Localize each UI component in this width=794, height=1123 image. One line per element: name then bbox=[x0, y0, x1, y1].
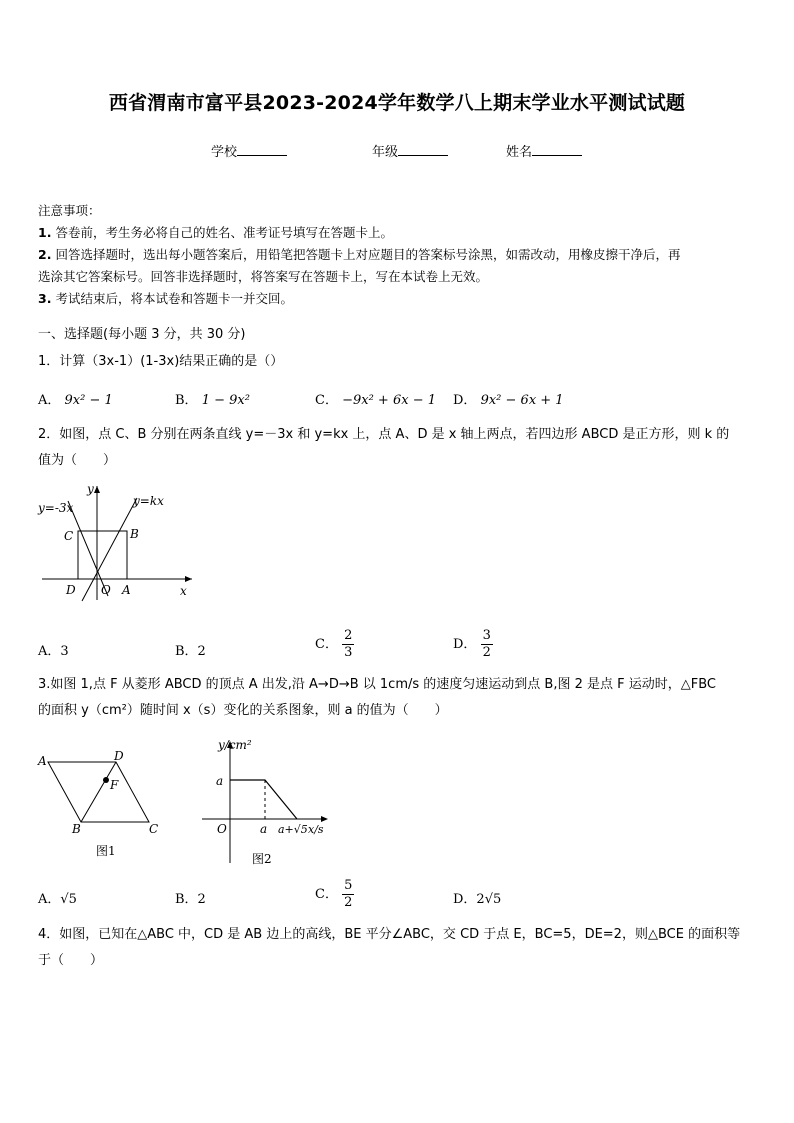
q1-stem: 1．计算（3x-1）(1-3x)结果正确的是（） bbox=[38, 354, 284, 369]
page-title: 西省渭南市富平县2023-2024学年数学八上期末学业水平测试试题 bbox=[108, 92, 686, 114]
q3-option-c: C． $\frac{5}{2}$ bbox=[315, 878, 353, 910]
q2-option-a: A．3 bbox=[38, 644, 69, 659]
label-o: O bbox=[101, 583, 111, 597]
q3-stem: 3.如图 1,点 F 从菱形 ABCD 的顶点 A 出发,沿 A→D→B 以 1cm/s 的速度匀速运动到点 B,图 2 是点 F 运动时，△FBC 的面积 y（cm²）随时间 x（s）变化的关系图象，则 a 的值为（ ） bbox=[38, 677, 716, 718]
q1-option-a: A． 9x² − 1 bbox=[38, 393, 113, 408]
fig1-label-c: C bbox=[149, 822, 159, 836]
fig2-label-a-plus-root5: a+√5 bbox=[278, 823, 308, 836]
name-label: 姓名 bbox=[506, 145, 533, 160]
note-item-3: 3. 考试结束后，将本试卷和答题卡一并交回。 bbox=[38, 291, 293, 306]
label-b: B bbox=[130, 527, 139, 541]
fig2-label-a-x: a bbox=[260, 822, 268, 836]
q2-figure bbox=[30, 478, 210, 603]
label-d: D bbox=[66, 583, 76, 597]
fig1-label-d: D bbox=[114, 749, 124, 763]
name-field bbox=[506, 141, 582, 160]
fig2-label-a-y: a bbox=[216, 774, 224, 788]
label-y-neg3x: y=-3x bbox=[38, 501, 74, 515]
name-blank bbox=[532, 143, 582, 156]
q1-option-b: B． 1 − 9x² bbox=[175, 393, 250, 408]
q2-option-d: D． $\frac{3}{2}$ bbox=[453, 628, 491, 660]
q1-option-d: D． 9x² − 6x + 1 bbox=[453, 393, 564, 408]
q3-figure-2 bbox=[196, 735, 346, 870]
label-y-kx: y=kx bbox=[133, 494, 164, 508]
notes-heading: 注意事项： bbox=[38, 203, 101, 218]
label-c: C bbox=[64, 529, 74, 543]
fig2-caption: 图2 bbox=[252, 852, 272, 866]
label-x-axis: x bbox=[180, 584, 187, 598]
school-label: 学校 bbox=[211, 145, 238, 160]
fig2-label-y-axis: y/cm² bbox=[218, 738, 252, 752]
q2-stem: 2．如图，点 C、B 分别在两条直线 y=－3x 和 y=kx 上，点 A、D 是 x 轴上两点，若四边形 ABCD 是正方形，则 k 的 值为（ ） bbox=[38, 427, 730, 468]
q2-option-b: B．2 bbox=[175, 644, 206, 659]
q1-option-c: C． −9x² + 6x − 1 bbox=[315, 393, 436, 408]
q3-option-d: D．2√5 bbox=[453, 892, 502, 907]
q4-stem: 4．如图，已知在△ABC 中，CD 是 AB 边上的高线，BE 平分∠ABC，交 CD 于点 E，BC=5，DE=2，则△BCE 的面积等 于（ ） bbox=[38, 927, 741, 968]
grade-blank bbox=[398, 143, 448, 156]
label-a: A bbox=[122, 583, 131, 597]
label-y-axis: y bbox=[87, 482, 94, 496]
q3-option-b: B．2 bbox=[175, 892, 206, 907]
note-item-2: 2. 回答选择题时，选出每小题答案后，用铅笔把答题卡上对应题目的答案标号涂黑，如需改动，用橡皮擦干净后，再 bbox=[38, 247, 681, 262]
note-item-1: 1. 答卷前，考生务必将自己的姓名、准考证号填写在答题卡上。 bbox=[38, 225, 393, 240]
grade-label: 年级 bbox=[372, 145, 399, 160]
fig2-label-x-axis: x/s bbox=[308, 823, 324, 836]
note-item-2-cont: 选涂其它答案标号。回答非选择题时，将答案写在答题卡上，写在本试卷上无效。 bbox=[38, 269, 489, 284]
fig1-label-f: F bbox=[110, 778, 119, 792]
school-blank bbox=[237, 143, 287, 156]
notes-section bbox=[38, 200, 758, 310]
fig1-label-b: B bbox=[72, 822, 81, 836]
q3-figure-1 bbox=[32, 745, 172, 863]
school-field bbox=[211, 141, 287, 160]
fig2-label-o: O bbox=[217, 822, 227, 836]
grade-field bbox=[372, 141, 448, 160]
q2-option-c: C． $\frac{2}{3}$ bbox=[315, 628, 353, 660]
fig1-label-a: A bbox=[38, 754, 47, 768]
section-heading: 一、选择题(每小题 3 分，共 30 分) bbox=[38, 327, 246, 342]
q3-option-a: A．√5 bbox=[38, 892, 77, 907]
fig1-caption: 图1 bbox=[96, 844, 116, 858]
